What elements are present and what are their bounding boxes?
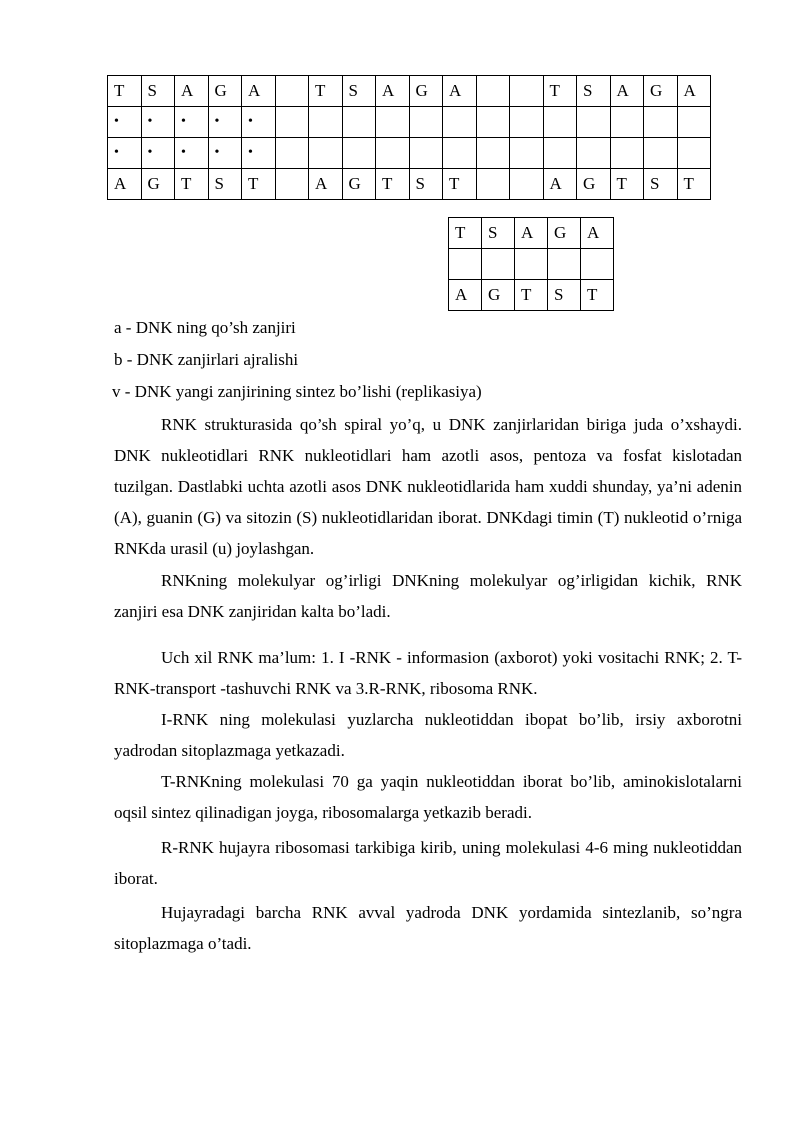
- nucleotide-cell: [577, 107, 611, 138]
- nucleotide-cell: A: [309, 169, 343, 200]
- nucleotide-cell: [275, 107, 309, 138]
- nucleotide-cell: S: [644, 169, 678, 200]
- nucleotide-cell: [409, 107, 443, 138]
- nucleotide-cell: [309, 138, 343, 169]
- nucleotide-cell: [543, 138, 577, 169]
- nucleotide-cell: [510, 169, 544, 200]
- paragraph-i-rna: I-RNK ning molekulasi yuzlarcha nukleotiddan ibopat bo’lib, irsiy axborotni yadrodan sitoplazmaga yetkazadi.: [114, 710, 742, 760]
- nucleotide-cell: [449, 249, 482, 280]
- nucleotide-cell: [644, 138, 678, 169]
- nucleotide-cell: G: [644, 76, 678, 107]
- nucleotide-cell: G: [141, 169, 175, 200]
- nucleotide-cell: [376, 107, 410, 138]
- nucleotide-cell: A: [449, 280, 482, 311]
- nucleotide-cell: [275, 138, 309, 169]
- nucleotide-cell: •: [208, 107, 242, 138]
- nucleotide-cell: [476, 107, 510, 138]
- nucleotide-cell: [543, 107, 577, 138]
- nucleotide-cell: [510, 76, 544, 107]
- nucleotide-cell: S: [208, 169, 242, 200]
- paragraph-r-rna: R-RNK hujayra ribosomasi tarkibiga kirib, uning molekulasi 4-6 ming nukleotiddan iborat.: [114, 838, 742, 888]
- nucleotide-cell: [476, 76, 510, 107]
- nucleotide-cell: •: [175, 138, 209, 169]
- nucleotide-cell: T: [610, 169, 644, 200]
- nucleotide-cell: A: [175, 76, 209, 107]
- nucleotide-cell: [510, 138, 544, 169]
- nucleotide-cell: [644, 107, 678, 138]
- nucleotide-cell: T: [449, 218, 482, 249]
- nucleotide-cell: T: [581, 280, 614, 311]
- table-row: [449, 249, 614, 280]
- nucleotide-cell: G: [342, 169, 376, 200]
- dna-replication-table: [448, 217, 614, 311]
- caption-v: v - DNK yangi zanjirining sintez bo’lishi (replikasiya): [112, 382, 482, 401]
- nucleotide-cell: T: [443, 169, 477, 200]
- nucleotide-cell: [443, 138, 477, 169]
- nucleotide-cell: [476, 138, 510, 169]
- nucleotide-cell: T: [242, 169, 276, 200]
- nucleotide-cell: •: [141, 138, 175, 169]
- nucleotide-cell: •: [242, 107, 276, 138]
- nucleotide-cell: S: [577, 76, 611, 107]
- nucleotide-cell: •: [108, 138, 142, 169]
- nucleotide-cell: T: [175, 169, 209, 200]
- nucleotide-cell: S: [409, 169, 443, 200]
- nucleotide-cell: [275, 76, 309, 107]
- nucleotide-cell: S: [141, 76, 175, 107]
- table-row: [108, 107, 711, 138]
- caption-b: b - DNK zanjirlari ajralishi: [114, 350, 299, 369]
- dna-double-strand-table: [107, 75, 711, 200]
- nucleotide-cell: S: [548, 280, 581, 311]
- paragraph-rna-types: Uch xil RNK ma’lum: 1. I -RNK - informasion (axborot) yoki vositachi RNK; 2. T-RNK-transport -tashuvchi RNK va 3.R-RNK, ribosoma RNK.: [114, 648, 742, 698]
- paragraph-rna-weight: RNKning molekulyar og’irligi DNKning molekulyar og’irligidan kichik, RNK zanjiri esa DNK zanjiridan kalta bo’ladi.: [114, 571, 742, 621]
- nucleotide-cell: [342, 138, 376, 169]
- table-row: [449, 218, 614, 249]
- nucleotide-cell: •: [242, 138, 276, 169]
- nucleotide-cell: S: [342, 76, 376, 107]
- nucleotide-cell: T: [677, 169, 711, 200]
- nucleotide-cell: [581, 249, 614, 280]
- nucleotide-cell: A: [242, 76, 276, 107]
- nucleotide-cell: [548, 249, 581, 280]
- nucleotide-cell: [610, 138, 644, 169]
- nucleotide-cell: A: [515, 218, 548, 249]
- nucleotide-cell: [443, 107, 477, 138]
- table-row: [108, 169, 711, 200]
- nucleotide-cell: G: [548, 218, 581, 249]
- nucleotide-cell: •: [141, 107, 175, 138]
- nucleotide-cell: [376, 138, 410, 169]
- nucleotide-cell: [610, 107, 644, 138]
- nucleotide-cell: T: [376, 169, 410, 200]
- nucleotide-cell: •: [108, 107, 142, 138]
- nucleotide-cell: [677, 138, 711, 169]
- nucleotide-cell: A: [677, 76, 711, 107]
- paragraph-t-rna: T-RNKning molekulasi 70 ga yaqin nukleotiddan iborat bo’lib, aminokislotalarni oqsil sintez qilinadigan joyga, ribosomalarga yetkazib beradi.: [114, 772, 742, 822]
- nucleotide-cell: A: [543, 169, 577, 200]
- nucleotide-cell: •: [175, 107, 209, 138]
- nucleotide-cell: [275, 169, 309, 200]
- nucleotide-cell: [342, 107, 376, 138]
- table-row: [449, 280, 614, 311]
- nucleotide-cell: T: [515, 280, 548, 311]
- paragraph-rna-synthesis: Hujayradagi barcha RNK avval yadroda DNK yordamida sintezlanib, so’ngra sitoplazmaga o’tadi.: [114, 903, 742, 953]
- nucleotide-cell: T: [543, 76, 577, 107]
- nucleotide-cell: [409, 138, 443, 169]
- nucleotide-cell: G: [482, 280, 515, 311]
- nucleotide-cell: T: [309, 76, 343, 107]
- nucleotide-cell: A: [443, 76, 477, 107]
- nucleotide-cell: G: [208, 76, 242, 107]
- nucleotide-cell: T: [108, 76, 142, 107]
- nucleotide-cell: A: [376, 76, 410, 107]
- nucleotide-cell: [515, 249, 548, 280]
- nucleotide-cell: [476, 169, 510, 200]
- nucleotide-cell: [577, 138, 611, 169]
- nucleotide-cell: A: [610, 76, 644, 107]
- paragraph-rna-structure: RNK strukturasida qo’sh spiral yo’q, u DNK zanjirlaridan biriga juda o’xshaydi. DNK nukleotidlari RNK nukleotidlari ham azotli asos, pentoza va fosfat kislotadan tuzilgan. Dastlabki uchta azotli asos DNK nukleotidlarida ham xuddi shunday, ya’ni adenin (A), guanin (G) va sitozin (S) nukleotidlaridan iborat. DNKdagi timin (T) nukleotid o’rniga RNKda urasil (u) joylashgan.: [114, 415, 742, 558]
- nucleotide-cell: A: [581, 218, 614, 249]
- table-row: [108, 76, 711, 107]
- nucleotide-cell: G: [577, 169, 611, 200]
- nucleotide-cell: A: [108, 169, 142, 200]
- nucleotide-cell: S: [482, 218, 515, 249]
- nucleotide-cell: [510, 107, 544, 138]
- nucleotide-cell: [482, 249, 515, 280]
- nucleotide-cell: G: [409, 76, 443, 107]
- table-row: [108, 138, 711, 169]
- nucleotide-cell: •: [208, 138, 242, 169]
- nucleotide-cell: [677, 107, 711, 138]
- caption-a: a - DNK ning qo’sh zanjiri: [114, 318, 296, 337]
- nucleotide-cell: [309, 107, 343, 138]
